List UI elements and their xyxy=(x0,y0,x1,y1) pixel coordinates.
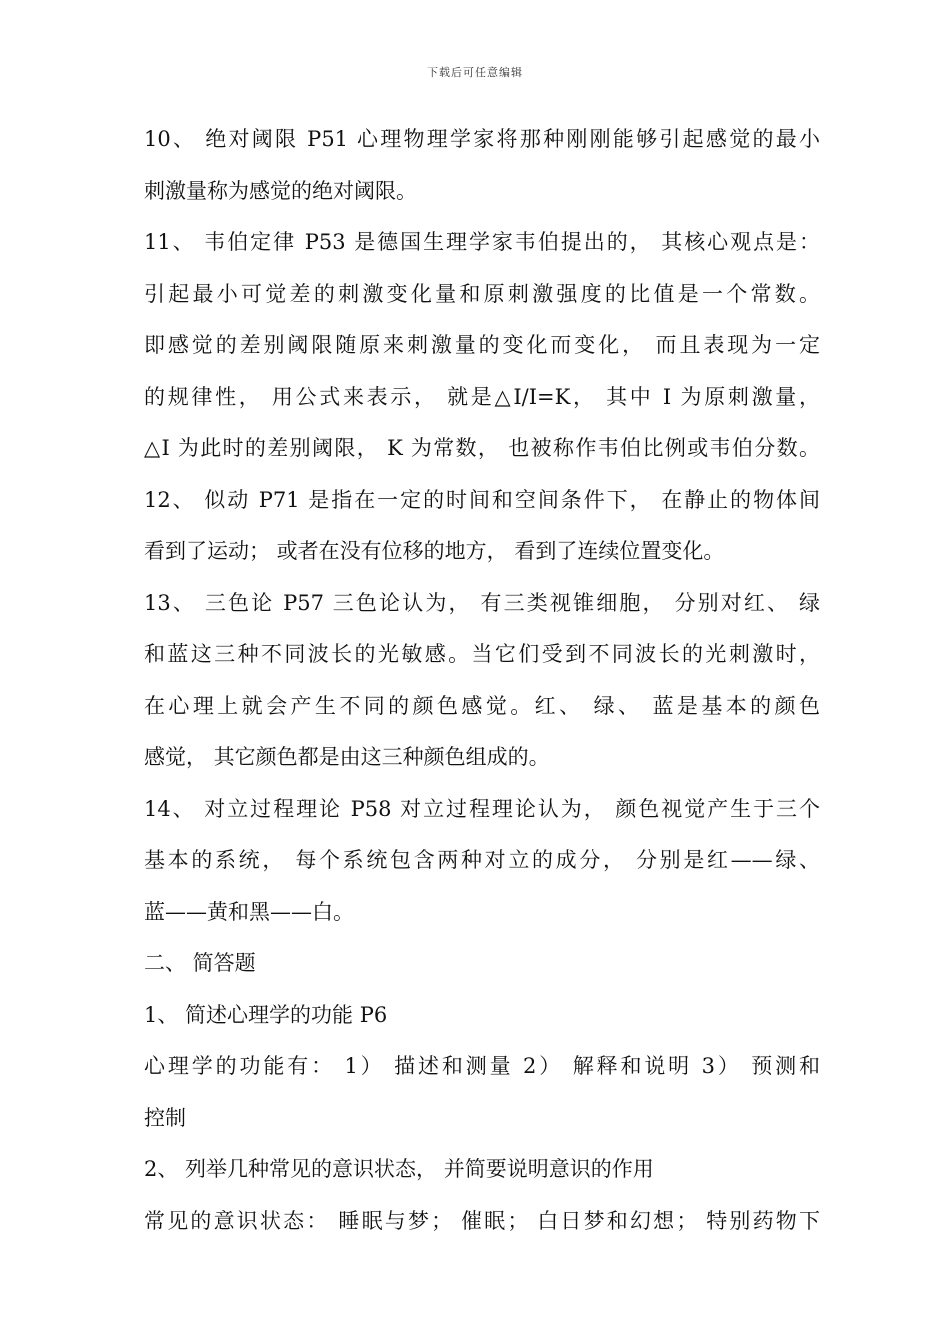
text-line: 常见的意识状态： 睡眠与梦； 催眠； 白日梦和幻想； 特别药物下 xyxy=(144,1208,820,1233)
text-line: 即感觉的差别阈限随原来刺激量的变化而变化， 而且表现为一定 xyxy=(144,333,820,357)
text-line: △I 为此时的差别阈限， K 为常数， 也被称作韦伯比例或韦伯分数。 xyxy=(144,436,820,460)
text-line: 感觉， 其它颜色都是由这三种颜色组成的。 xyxy=(144,745,550,769)
text-line: 引起最小可觉差的刺激变化量和原刺激强度的比值是一个常数。 xyxy=(144,281,820,306)
page-header: 下载后可任意编辑 xyxy=(427,66,523,79)
text-line: 和蓝这三种不同波长的光敏感。当它们受到不同波长的光刺激时， xyxy=(144,642,820,666)
text-line: 看到了运动； 或者在没有位移的地方， 看到了连续位置变化。 xyxy=(144,539,725,563)
text-line: 12、 似动 P71 是指在一定的时间和空间条件下， 在静止的物体间 xyxy=(144,487,820,512)
text-line: 的规律性， 用公式来表示， 就是△I/I=K， 其中 I 为原刺激量， xyxy=(144,384,820,409)
text-line: 13、 三色论 P57 三色论认为， 有三类视锥细胞， 分别对红、 绿 xyxy=(144,590,820,615)
document-body xyxy=(144,114,820,1247)
text-line: 心理学的功能有： 1） 描述和测量 2） 解释和说明 3） 预测和 xyxy=(144,1054,820,1078)
text-line: 10、 绝对阈限 P51 心理物理学家将那种刚刚能够引起感觉的最小 xyxy=(144,127,820,151)
text-line: 11、 韦伯定律 P53 是德国生理学家韦伯提出的， 其核心观点是： xyxy=(144,230,820,254)
text-line: 在心理上就会产生不同的颜色感觉。红、 绿、 蓝是基本的颜色 xyxy=(144,693,820,718)
section-heading: 二、 简答题 xyxy=(144,951,256,975)
text-line: 控制 xyxy=(144,1105,186,1130)
text-line: 基本的系统， 每个系统包含两种对立的成分， 分别是红——绿、 xyxy=(144,848,820,872)
question-heading: 2、 列举几种常见的意识状态， 并简要说明意识的作用 xyxy=(144,1157,654,1181)
text-line: 14、 对立过程理论 P58 对立过程理论认为， 颜色视觉产生于三个 xyxy=(144,796,820,821)
text-line: 蓝——黄和黑——白。 xyxy=(144,899,354,924)
question-heading: 1、 简述心理学的功能 P6 xyxy=(144,1002,388,1027)
text-line: 刺激量称为感觉的绝对阈限。 xyxy=(144,178,417,203)
